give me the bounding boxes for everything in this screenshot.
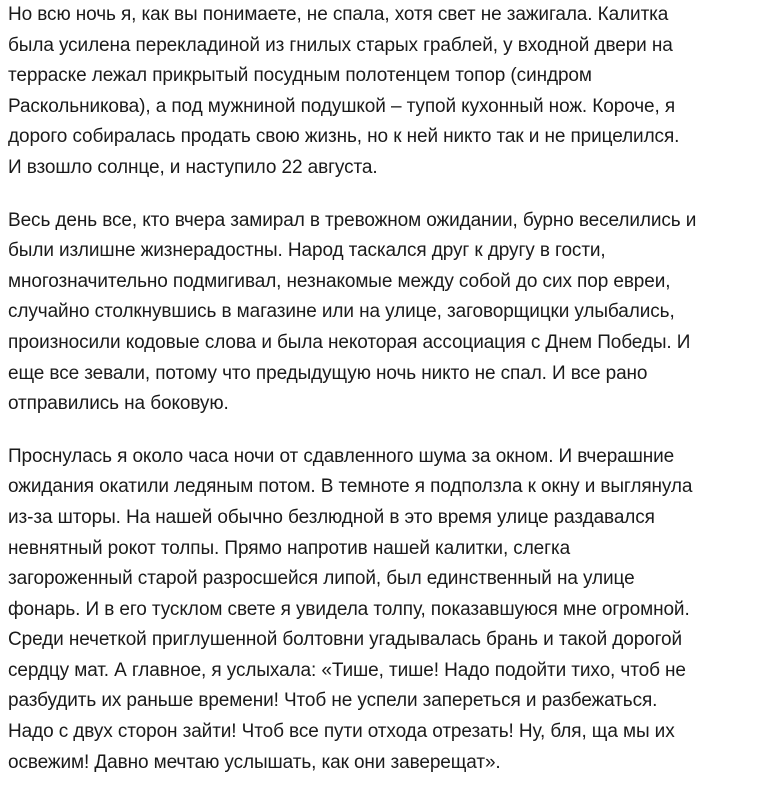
text-line: Среди нечеткой приглушенной болтовни угадывалась брань и такой дорогой [8, 629, 683, 651]
text-line: отправились на боковую. [8, 393, 229, 415]
text-line: из-за шторы. На нашей обычно безлюдной в это время улице раздавался [8, 506, 655, 528]
text-line: дорого собиралась продать свою жизнь, но к ней никто так и не прицелился. [8, 126, 680, 148]
text-line: сердцу мат. А главное, я услыхала: «Тише, тише! Надо подойти тихо, чтоб не [8, 659, 686, 681]
text-line: Весь день все, кто вчера замирал в тревожном ожидании, бурно веселились и [8, 209, 697, 231]
text-line: невнятный рокот толпы. Прямо напротив нашей калитки, слегка [8, 537, 571, 559]
text-line: еще все зевали, потому что предыдущую ночь никто не спал. И все рано [8, 362, 648, 384]
text-line: Но всю ночь я, как вы понимаете, не спала, хотя свет не зажигала. Калитка [8, 4, 669, 25]
paragraph-1 [8, 0, 770, 184]
text-line: была усилена перекладиной из гнилых старых граблей, у входной двери на [8, 34, 673, 56]
text-line: И взошло солнце, и наступило 22 августа. [8, 156, 378, 178]
text-line: Раскольникова), а под мужниной подушкой – тупой кухонный нож. Короче, я [8, 95, 676, 117]
text-line: были излишне жизнерадостны. Народ таскался друг к другу в гости, [8, 240, 606, 262]
text-line: Проснулась я около часа ночи от сдавленного шума за окном. И вчерашние [8, 445, 675, 467]
text-line: разбудить их раньше времени! Чтоб не успели запереться и разбежаться. [8, 690, 658, 712]
text-line: фонарь. И в его тусклом свете я увидела толпу, показавшуюся мне огромной. [8, 598, 690, 620]
paragraph-3 [8, 442, 770, 779]
text-line: произносили кодовые слова и была некоторая ассоциация с Днем Победы. И [8, 331, 691, 353]
paragraph-2 [8, 206, 770, 420]
text-line: Надо с двух сторон зайти! Чтоб все пути отхода отрезать! Ну, бля, ща мы их [8, 721, 675, 743]
text-line: многозначительно подмигивал, незнакомые между собой до сих пор евреи, [8, 270, 671, 292]
text-line: ожидания окатили ледяным потом. В темноте я подползла к окну и выглянула [8, 476, 693, 498]
text-line: терраске лежал прикрытый посудным полотенцем топор (синдром [8, 65, 592, 87]
text-line: загороженный старой разросшейся липой, был единственный на улице [8, 568, 635, 590]
text-line: случайно столкнувшись в магазине или на улице, заговорщицки улыбались, [8, 301, 675, 323]
article-text [8, 0, 770, 800]
text-line: освежим! Давно мечтаю услышать, как они заверещат». [8, 751, 501, 773]
